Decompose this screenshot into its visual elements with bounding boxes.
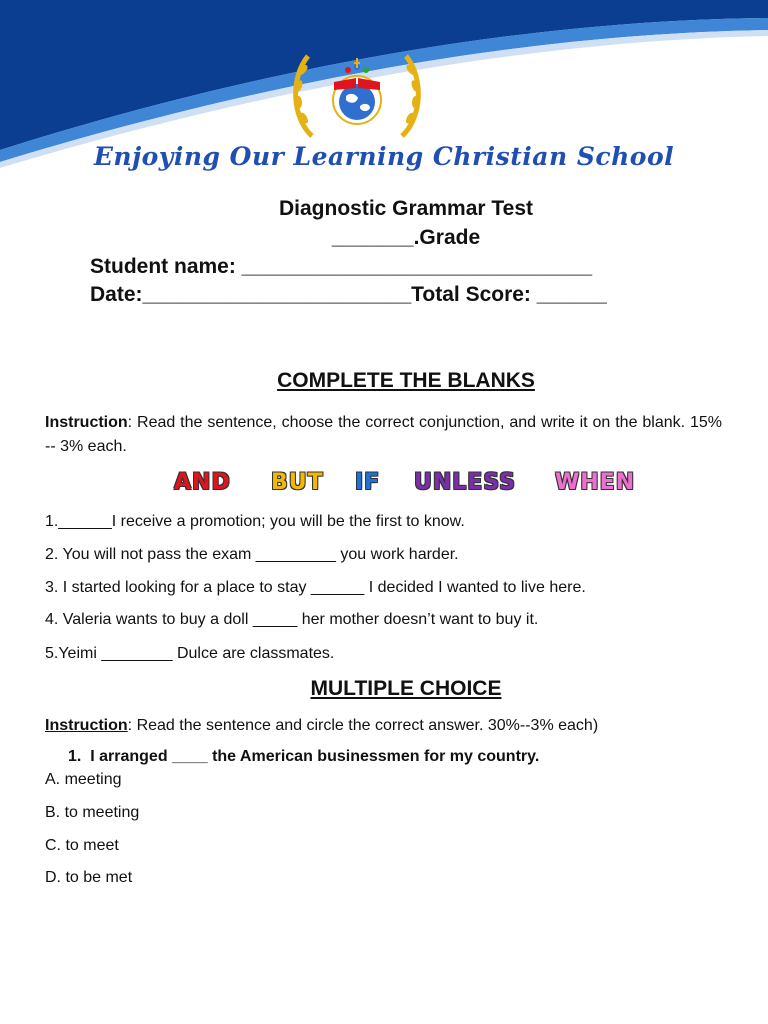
- blank-item: 4. Valeria wants to buy a doll _____ her mother doesn’t want to buy it.: [45, 611, 539, 628]
- blank-item: 5.Yeimi ________ Dulce are classmates.: [45, 645, 335, 662]
- mc-question: 1. I arranged ____ the American businessmen for my country.: [68, 748, 540, 765]
- date-score-field: Date:_______________________Total Score: ______: [90, 283, 607, 306]
- word-bank-item: BUT: [271, 470, 324, 495]
- word-bank-item: WHEN: [555, 470, 636, 495]
- school-name: Enjoying Our Learning Christian School: [93, 142, 675, 171]
- instruction-text: : Read the sentence and circle the correct answer. 30%--3% each): [127, 717, 599, 734]
- word-bank: [0, 470, 768, 502]
- section-heading-multiple-choice: MULTIPLE CHOICE: [310, 677, 502, 700]
- student-name-field: Student name: ______________________________: [90, 255, 593, 278]
- section-heading-complete-blanks: COMPLETE THE BLANKS: [277, 369, 535, 392]
- blank-item: 3. I started looking for a place to stay ______ I decided I wanted to live here.: [45, 579, 586, 596]
- instruction-label: Instruction: [45, 414, 128, 431]
- word-bank-item: IF: [355, 470, 381, 495]
- word-bank-item: AND: [174, 470, 231, 495]
- mc-option: D. to be met: [45, 869, 133, 886]
- blank-item: 2. You will not pass the exam _________ you work harder.: [45, 546, 459, 563]
- school-emblem-icon: [290, 48, 424, 140]
- test-title: Diagnostic Grammar Test: [278, 197, 534, 220]
- blank-item: 1.______I receive a promotion; you will be the first to know.: [45, 513, 465, 530]
- instruction-complete-blanks: [45, 411, 722, 459]
- grade-field: _______.Grade: [331, 226, 481, 249]
- mc-option: A. meeting: [45, 771, 122, 788]
- mc-option: B. to meeting: [45, 804, 140, 821]
- instruction-text: : Read the sentence, choose the correct conjunction, and write it on the blank. 15% -- 3% each.: [45, 414, 722, 455]
- instruction-multiple-choice: [45, 714, 722, 738]
- mc-option: C. to meet: [45, 837, 119, 854]
- word-bank-item: UNLESS: [414, 470, 517, 495]
- instruction-label: Instruction: [45, 717, 128, 734]
